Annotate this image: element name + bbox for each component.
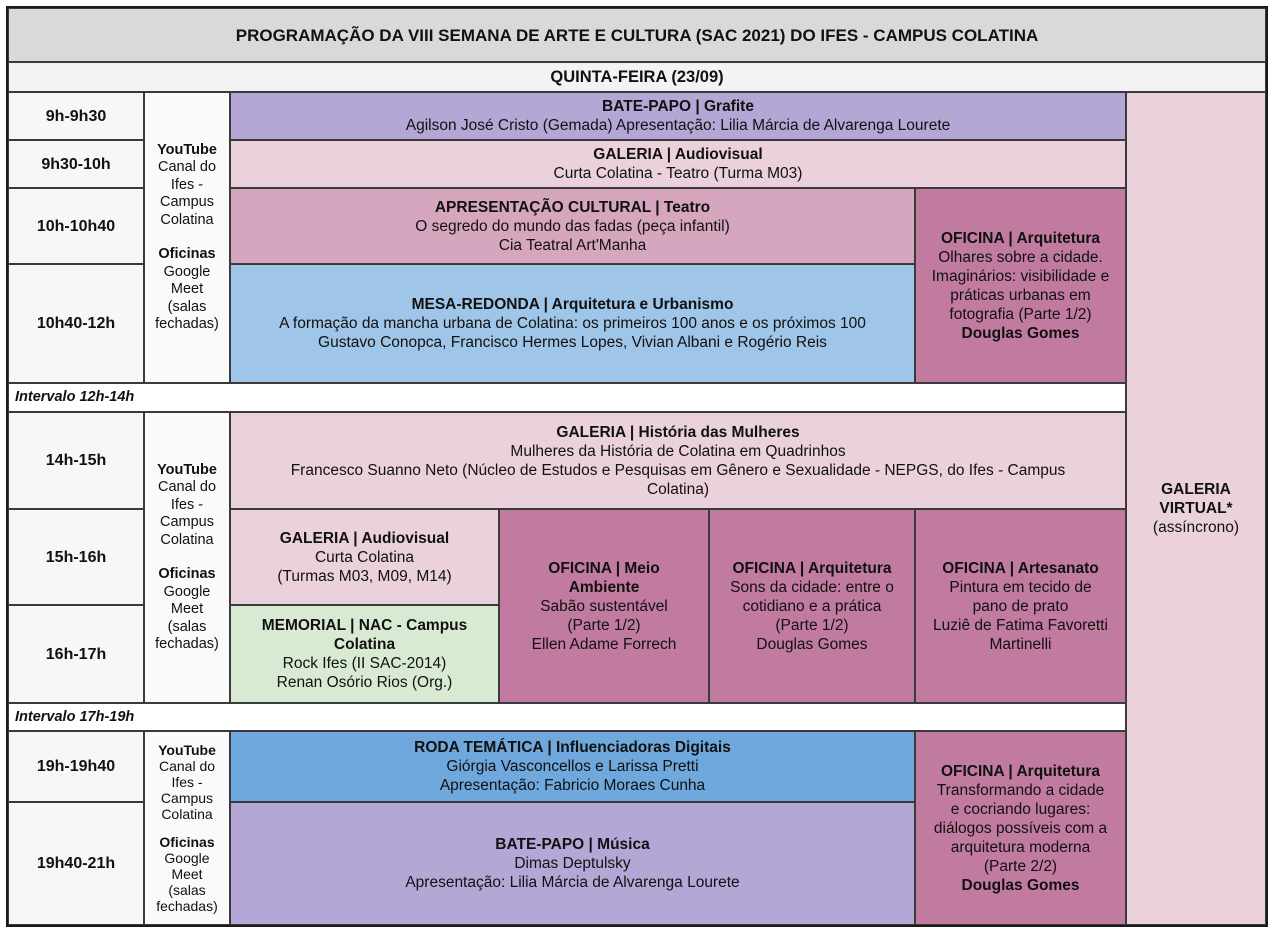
time-slot	[8, 188, 144, 264]
event-title: BATE-PAPO | Grafite	[602, 98, 754, 115]
event-line: Curta Colatina - Teatro (Turma M03)	[553, 165, 803, 182]
event-batepapo-grafite	[230, 92, 1126, 140]
platform-line: Meet	[171, 866, 203, 882]
event-line: Ellen Adame Forrech	[531, 635, 677, 653]
event-title: MESA-REDONDA | Arquitetura e Urbanismo	[411, 296, 734, 313]
platform-line: (salas	[168, 882, 206, 898]
time-label: 19h-19h40	[36, 758, 116, 775]
oficinas-label: Oficinas	[158, 566, 216, 582]
event-title: APRESENTAÇÃO CULTURAL | Teatro	[434, 198, 711, 216]
event-line: e cocriando lugares:	[950, 800, 1091, 818]
event-title: GALERIA | Audiovisual	[593, 146, 763, 163]
event-line: práticas urbanas em	[950, 286, 1091, 304]
event-title: GALERIA | História das Mulheres	[556, 423, 800, 441]
event-line: (Parte 2/2)	[983, 857, 1058, 875]
interval-label: Intervalo 17h-19h	[15, 708, 135, 725]
event-line: Imaginários: visibilidade e	[931, 267, 1110, 285]
event-memorial-nac	[230, 605, 499, 703]
platform-line: Campus	[160, 194, 214, 210]
time-label: 19h40-21h	[36, 855, 116, 872]
platform-line: Google	[164, 850, 210, 866]
event-oficina-arquitetura-sons	[709, 509, 915, 703]
platform-line: Ifes -	[171, 774, 203, 790]
interval-lunch	[8, 383, 1126, 412]
event-line: Pintura em tecido de	[949, 578, 1092, 596]
event-line: Apresentação: Lilia Márcia de Alvarenga Lourete	[405, 874, 740, 891]
time-slot	[8, 412, 144, 509]
event-line: Olhares sobre a cidade.	[938, 248, 1103, 266]
interval-evening	[8, 703, 1126, 731]
event-line: Sabão sustentável	[540, 597, 668, 615]
event-line: Agilson José Cristo (Gemada) Apresentação: Lilia Márcia de Alvarenga Lourete	[405, 117, 951, 134]
event-title: RODA TEMÁTICA | Influenciadoras Digitais	[414, 739, 731, 756]
event-title: GALERIA VIRTUAL*	[1159, 481, 1233, 517]
event-line: Douglas Gomes	[756, 635, 868, 653]
event-oficina-arquitetura-transformando	[915, 731, 1126, 925]
oficinas-label: Oficinas	[159, 834, 215, 850]
event-line: Dimas Deptulsky	[514, 855, 631, 872]
event-line: Curta Colatina	[314, 548, 415, 566]
event-oficina-meio-ambiente	[499, 509, 709, 703]
event-title: MEMORIAL | NAC - Campus	[261, 617, 468, 634]
time-label: 9h30-10h	[41, 155, 111, 173]
time-slot	[8, 92, 144, 140]
platform-line: Campus	[160, 514, 214, 530]
event-line: fotografia (Parte 1/2)	[949, 305, 1092, 323]
time-label: 9h-9h30	[45, 107, 107, 125]
event-line: arquitetura moderna	[950, 838, 1091, 856]
platform-line: (salas	[167, 618, 207, 635]
event-oficina-arquitetura-olhares	[915, 188, 1126, 383]
event-galeria-audiovisual	[230, 140, 1126, 188]
event-line: Transformando a cidade	[936, 781, 1105, 799]
platform-line: Canal do	[157, 159, 217, 175]
event-line: Cia Teatral Art'Manha	[498, 236, 647, 254]
event-title: OFICINA | Arquitetura	[940, 762, 1101, 780]
time-slot	[8, 731, 144, 802]
time-label: 14h-15h	[45, 452, 107, 469]
time-label: 16h-17h	[45, 645, 107, 663]
event-line: Sons da cidade: entre o	[730, 578, 894, 596]
event-roda-tematica	[230, 731, 915, 802]
event-line: Rock Ifes (II SAC-2014)	[282, 655, 447, 672]
platform-line: Ifes -	[170, 496, 204, 513]
event-title: OFICINA | Artesanato	[942, 559, 1099, 577]
platform-line: Colatina	[160, 531, 214, 548]
event-line: A formação da mancha urbana de Colatina: os primeiros 100 anos e os próximos 100	[279, 315, 866, 332]
platform-line: Colatina	[161, 806, 213, 822]
schedule-title	[8, 8, 1266, 62]
event-presenter: Douglas Gomes	[961, 324, 1080, 342]
platform-line: Colatina	[160, 211, 214, 228]
platform-line: Canal do	[157, 479, 217, 495]
event-line: pano de prato	[972, 597, 1069, 615]
event-line: Luziê de Fatima Favoretti	[933, 616, 1108, 634]
platform-line: fechadas)	[155, 636, 219, 652]
platform-line: fechadas)	[156, 898, 218, 914]
event-title: Colatina	[333, 636, 396, 653]
platform-line: (salas	[167, 298, 207, 315]
event-batepapo-musica	[230, 802, 915, 925]
schedule-title-text: PROGRAMAÇÃO DA VIII SEMANA DE ARTE E CULTURA (SAC 2021) DO IFES - CAMPUS COLATINA	[235, 25, 1039, 45]
time-slot	[8, 264, 144, 383]
event-line: (assíncrono)	[1152, 519, 1240, 536]
time-label: 10h40-12h	[36, 315, 116, 332]
event-galeria-mulheres	[230, 412, 1126, 509]
time-slot	[8, 605, 144, 703]
youtube-label: YouTube	[157, 461, 217, 478]
event-title: GALERIA | Audiovisual	[279, 529, 450, 547]
event-galeria-virtual	[1126, 92, 1266, 925]
event-line: Renan Osório Rios (Org.)	[276, 674, 453, 691]
event-title: OFICINA | Meio	[548, 559, 660, 577]
time-slot	[8, 802, 144, 925]
event-line: O segredo do mundo das fadas (peça infantil)	[415, 217, 730, 235]
youtube-label: YouTube	[158, 742, 216, 758]
platform-info-evening	[144, 731, 230, 925]
day-header-text: QUINTA-FEIRA (23/09)	[550, 67, 724, 86]
event-line: diálogos possíveis com a	[933, 819, 1108, 837]
event-galeria-audiovisual-turmas	[230, 509, 499, 605]
platform-line: Google	[163, 583, 211, 600]
event-line: (Turmas M03, M09, M14)	[277, 567, 452, 585]
event-line: Colatina)	[646, 480, 710, 498]
day-header	[8, 62, 1266, 92]
event-line: Francesco Suanno Neto (Núcleo de Estudos e Pesquisas em Gênero e Sexualidade - NEPGS, do Ifes - Campus	[290, 461, 1066, 479]
platform-info-morning	[144, 92, 230, 383]
interval-label: Intervalo 12h-14h	[15, 389, 135, 405]
event-title: BATE-PAPO | Música	[495, 836, 650, 853]
event-line: (Parte 1/2)	[567, 616, 641, 634]
platform-line: Meet	[170, 281, 204, 297]
platform-info-afternoon	[144, 412, 230, 703]
event-apresentacao-teatro	[230, 188, 915, 264]
event-presenter: Douglas Gomes	[961, 876, 1080, 894]
platform-line: Campus	[160, 790, 214, 806]
event-oficina-artesanato	[915, 509, 1126, 703]
time-label: 10h-10h40	[36, 217, 116, 235]
youtube-label: YouTube	[157, 141, 217, 158]
event-title: Ambiente	[568, 578, 640, 596]
platform-line: Google	[163, 263, 211, 280]
oficinas-label: Oficinas	[158, 246, 216, 262]
event-line: Martinelli	[989, 635, 1052, 653]
platform-line: Ifes -	[170, 176, 204, 193]
platform-line: Meet	[170, 601, 204, 617]
time-slot	[8, 140, 144, 188]
event-line: cotidiano e a prática	[742, 597, 882, 615]
event-title: OFICINA | Arquitetura	[940, 229, 1101, 247]
event-title: OFICINA | Arquitetura	[732, 559, 892, 577]
time-slot	[8, 509, 144, 605]
time-label: 15h-16h	[45, 548, 107, 566]
event-line: Gustavo Conopca, Francisco Hermes Lopes, Vivian Albani e Rogério Reis	[318, 334, 827, 351]
event-line: (Parte 1/2)	[775, 616, 849, 634]
event-mesa-redonda	[230, 264, 915, 383]
event-line: Mulheres da História de Colatina em Quadrinhos	[510, 442, 846, 460]
platform-line: Canal do	[158, 758, 216, 774]
event-line: Apresentação: Fabricio Moraes Cunha	[439, 777, 706, 794]
platform-line: fechadas)	[155, 316, 219, 332]
event-line: Giórgia Vasconcellos e Larissa Pretti	[446, 758, 699, 775]
